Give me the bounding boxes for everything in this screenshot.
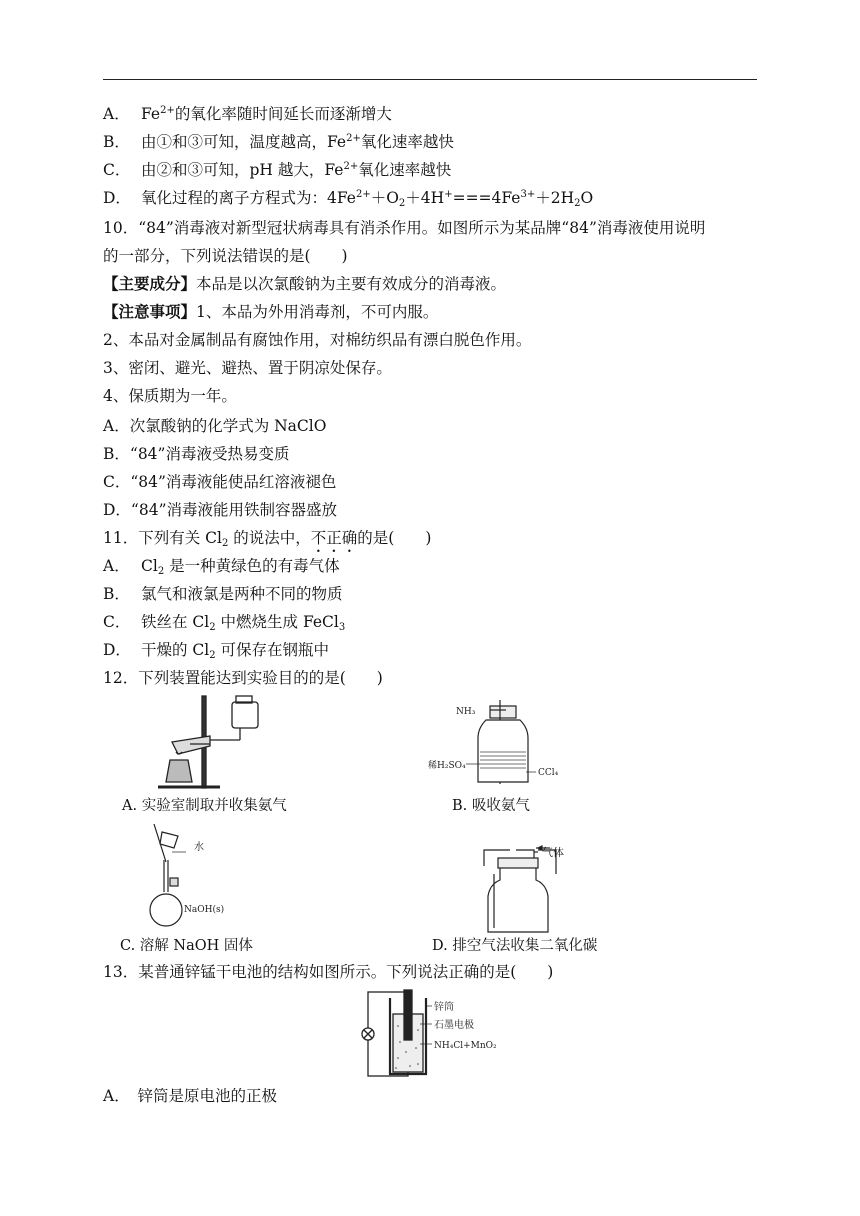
emphasis-text: 不正确 bbox=[310, 529, 358, 547]
q10-option-d: D．“84”消毒液能用铁制容器盛放 bbox=[103, 501, 337, 519]
label-paste: NH₄Cl+MnO₂ bbox=[434, 1041, 497, 1051]
q13-option-a: A． 锌筒是原电池的正极 bbox=[103, 1087, 277, 1105]
figure-c-volumetric-flask bbox=[146, 822, 246, 932]
label-nh3: NH₃ bbox=[456, 707, 476, 717]
q12-stem: 12．下列装置能达到实验目的的是( ) bbox=[103, 669, 383, 687]
q9-option-d: D． 氧化过程的离子方程式为：$4Fe^{2+}+O_2+4H^+===4Fe^{3+}+2H_2O$ bbox=[103, 189, 594, 209]
q9-option-c: C． 由②和③可知，pH 越大，$Fe^{2+}$氧化速率越快 bbox=[103, 161, 452, 179]
q10-option-c: C．“84”消毒液能使品红溶液褪色 bbox=[103, 473, 337, 491]
label-water: 水 bbox=[194, 842, 204, 853]
label-zinc-can: 锌筒 bbox=[434, 1002, 454, 1013]
label-naoh: NaOH(s) bbox=[184, 905, 225, 915]
q11-option-c: C． 铁丝在 $Cl_2$ 中燃烧生成 FeCl$_3$ bbox=[103, 613, 346, 633]
q9-option-a: A． $Fe^{2+}$的氧化率随时间延长而逐渐增大 bbox=[103, 105, 392, 123]
figure-b-absorb-ammonia bbox=[428, 700, 568, 790]
q10-note-4: 4、保质期为一年。 bbox=[103, 387, 237, 405]
label-ccl4: CCl₄ bbox=[538, 768, 559, 778]
header-rule bbox=[103, 79, 757, 80]
q11-stem: 11．下列有关 $Cl_2$ 的说法中，不正确的是( ) bbox=[103, 529, 432, 549]
figure-d-caption: D. 排空气法收集二氧化碳 bbox=[432, 938, 598, 954]
q13-stem: 13．某普通锌锰干电池的结构如图所示。下列说法正确的是( ) bbox=[103, 963, 554, 981]
figure-a-caption: A. 实验室制取并收集氨气 bbox=[122, 798, 287, 814]
q10-option-a: A．次氯酸钠的化学式为 NaClO bbox=[103, 417, 327, 435]
q10-note-3: 3、密闭、避光、避热、置于阴凉处保存。 bbox=[103, 359, 392, 377]
figure-a-ammonia-prep bbox=[150, 694, 270, 792]
figure-b-caption: B. 吸收氨气 bbox=[452, 798, 530, 814]
q10-stem-line1: 10．“84”消毒液对新型冠状病毒具有消杀作用。如图所示为某品牌“84”消毒液使用说明 bbox=[103, 219, 706, 237]
q10-option-b: B．“84”消毒液受热易变质 bbox=[103, 445, 290, 463]
q10-note-1: 【注意事项】1、本品为外用消毒剂，不可内服。 bbox=[103, 302, 439, 321]
q10-note-2: 2、本品对金属制品有腐蚀作用，对棉纺织品有漂白脱色作用。 bbox=[103, 331, 532, 349]
figure-c-caption: C. 溶解 NaOH 固体 bbox=[120, 938, 253, 954]
q11-option-b: B． 氯气和液氯是两种不同的物质 bbox=[103, 585, 343, 603]
figure-d-gas-collection bbox=[476, 844, 586, 934]
label-dilute-acid: 稀H₂SO₄ bbox=[428, 761, 466, 771]
q11-option-d: D． 干燥的 $Cl_2$ 可保存在钢瓶中 bbox=[103, 641, 330, 661]
q10-main-ingredient: 【主要成分】本品是以次氯酸钠为主要有效成分的消毒液。 bbox=[103, 274, 507, 293]
label-graphite: 石墨电极 bbox=[434, 1020, 474, 1031]
q11-option-a: A． $Cl_2$ 是一种黄绿色的有毒气体 bbox=[103, 557, 340, 577]
figure-dry-cell bbox=[360, 986, 510, 1082]
q9-option-b: B． 由①和③可知，温度越高，$Fe^{2+}$氧化速率越快 bbox=[103, 133, 454, 151]
q10-stem-line2: 的一部分，下列说法错误的是( ) bbox=[103, 247, 348, 265]
label-gas: 气体 bbox=[542, 846, 564, 859]
